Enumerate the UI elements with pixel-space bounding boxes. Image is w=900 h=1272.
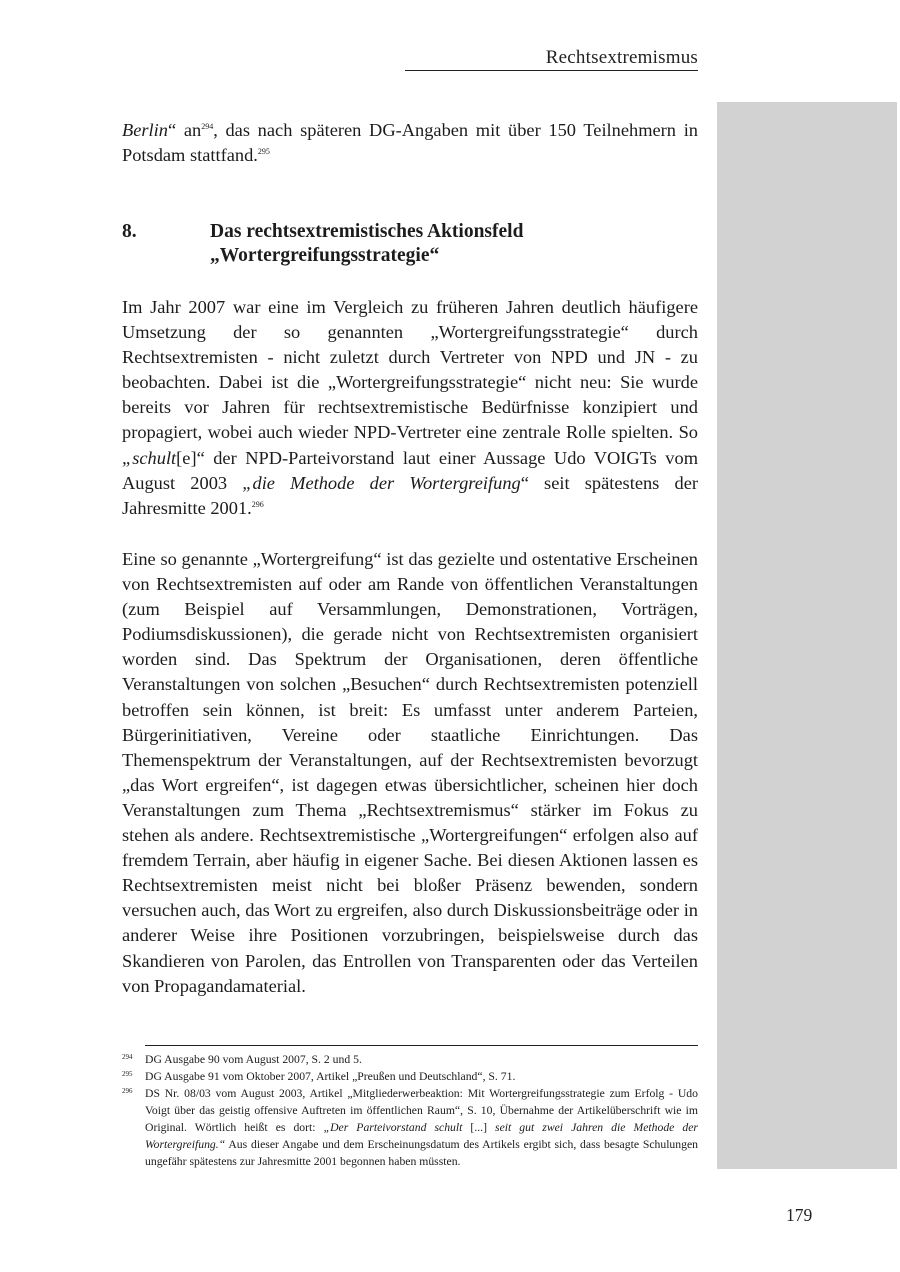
footnote-rule	[145, 1045, 698, 1046]
footnote-295: 295 DG Ausgabe 91 vom Oktober 2007, Artikel „Preußen und Deutschland“, S. 71.	[122, 1068, 698, 1085]
footnote-ref-295[interactable]: 295	[257, 147, 270, 157]
section-title: Das rechtsextremistisches Aktionsfeld „Wortergreifungsstrategie“	[210, 221, 524, 266]
footnote-294: 294 DG Ausgabe 90 vom August 2007, S. 2 und 5.	[122, 1051, 698, 1068]
footnote-296: 296 DS Nr. 08/03 vom August 2003, Artikel „Mitgliederwerbeaktion: Mit Wortergreifungsstrategie zum Erfolg - Udo Voigt über das geistig offensive Auftreten im öffentlichen Raum“, S. 10, Übernahme der Artikelüberschrift wie im Original. Wörtlich heißt es dort: „Der Parteivorstand schult [...] seit gut zwei Jahren die Methode der Wortergreifung.“ Aus dieser Angabe und dem Erscheinungsdatum des Artikels ergibt sich, dass besagte Schulungen ungefähr spätestens zur Jahresmitte 2001 begonnen haben müssten.	[122, 1085, 698, 1170]
page-number: 179	[786, 1205, 813, 1225]
footnote-ref-294[interactable]: 294	[201, 122, 214, 131]
paragraph-2: Im Jahr 2007 war eine im Vergleich zu früheren Jahren deutlich häufigere Umsetzung der so genannten „Wortergreifungsstrategie“ durch Rechtsextremisten - nicht zuletzt durch Vertreter von NPD und JN - zu beobachten. Dabei ist die „Wortergreifungsstrategie“ nicht neu: Sie wurde bereits vor Jahren für rechtsextremistische Bedürfnisse konzipiert und propagiert, wobei auch wieder NPD-Vertreter eine zentrale Rolle spielten. So „schult[e]“ der NPD-Parteivorstand laut einer Aussage Udo VOIGTs vom August 2003 „die Methode der Wortergreifung“ seit spätestens der Jahresmitte 2001.$^{296}$	[122, 297, 698, 518]
footnote-ref-296[interactable]: 296	[251, 499, 264, 509]
paragraph-continuation	[122, 118, 698, 168]
header-rule	[405, 70, 698, 71]
italic-berlin: Berlin	[122, 120, 168, 140]
running-head: Rechtsextremismus	[545, 47, 698, 68]
footnote-number: 296	[122, 1087, 133, 1095]
paragraph-3-block	[122, 547, 698, 999]
italic-quote: „Der Parteivorstand schult	[323, 1121, 463, 1134]
italic-schult: „schult	[122, 447, 177, 468]
paragraph-2-block	[122, 295, 698, 521]
italic-quote-continued: seit gut zwei Jahren die Methode der Wortergreifung.“	[145, 1121, 698, 1151]
footnote-number: 294	[122, 1053, 133, 1061]
margin-sidebar	[717, 102, 897, 1169]
footnote-number: 295	[122, 1070, 133, 1078]
footnotes	[122, 1051, 698, 1170]
paragraph-3: Eine so genannte „Wortergreifung“ ist das gezielte und ostentative Erscheinen von Rechtsextremisten auf oder am Rande von öffentlichen Veranstaltungen (zum Beispiel auf Versammlungen, Demonstrationen, Vorträgen, Podiumsdiskussionen), die gerade nicht von Rechtsextremisten organisiert worden sind. Das Spektrum der Organisationen, deren öffentliche Veranstaltungen von solchen „Besuchen“ durch Rechtsextremisten potenziell betroffen sein können, ist breit: Es umfasst unter anderem Parteien, Bürgerinitiativen, Vereine oder staatliche Einrichtungen. Das Themenspektrum der Veranstaltungen, auf der Rechtsextremisten bevorzugt „das Wort ergreifen“, ist dagegen etwas übersichtlicher, scheinen hier doch Veranstaltungen zum Thema „Rechtsextremismus“ stärker im Fokus zu stehen als andere. Rechtsextremistische „Wortergreifungen“ erfolgen also auf fremdem Terrain, aber häufig in eigener Sache. Bei diesen Aktionen lassen es Rechtsextremisten meist nicht bei bloßer Präsenz bewenden, sondern versuchen auch, das Wort zu ergreifen, also durch Diskussionsbeiträge oder in anderer Weise ihre Positionen vorzubringen, beispielsweise durch das Skandieren von Parolen, das Entrollen von Transparenten oder das Verteilen von Propagandamaterial.	[122, 549, 698, 996]
paragraph-1: Berlin“ an$^{294}$, das nach späteren DG-Angaben mit über 150 Teilnehmern in Potsdam stattfand.$^{295}$	[122, 120, 698, 166]
italic-methode: „die Methode der Wortergreifung	[242, 472, 521, 493]
section-number: 8.	[122, 221, 137, 242]
